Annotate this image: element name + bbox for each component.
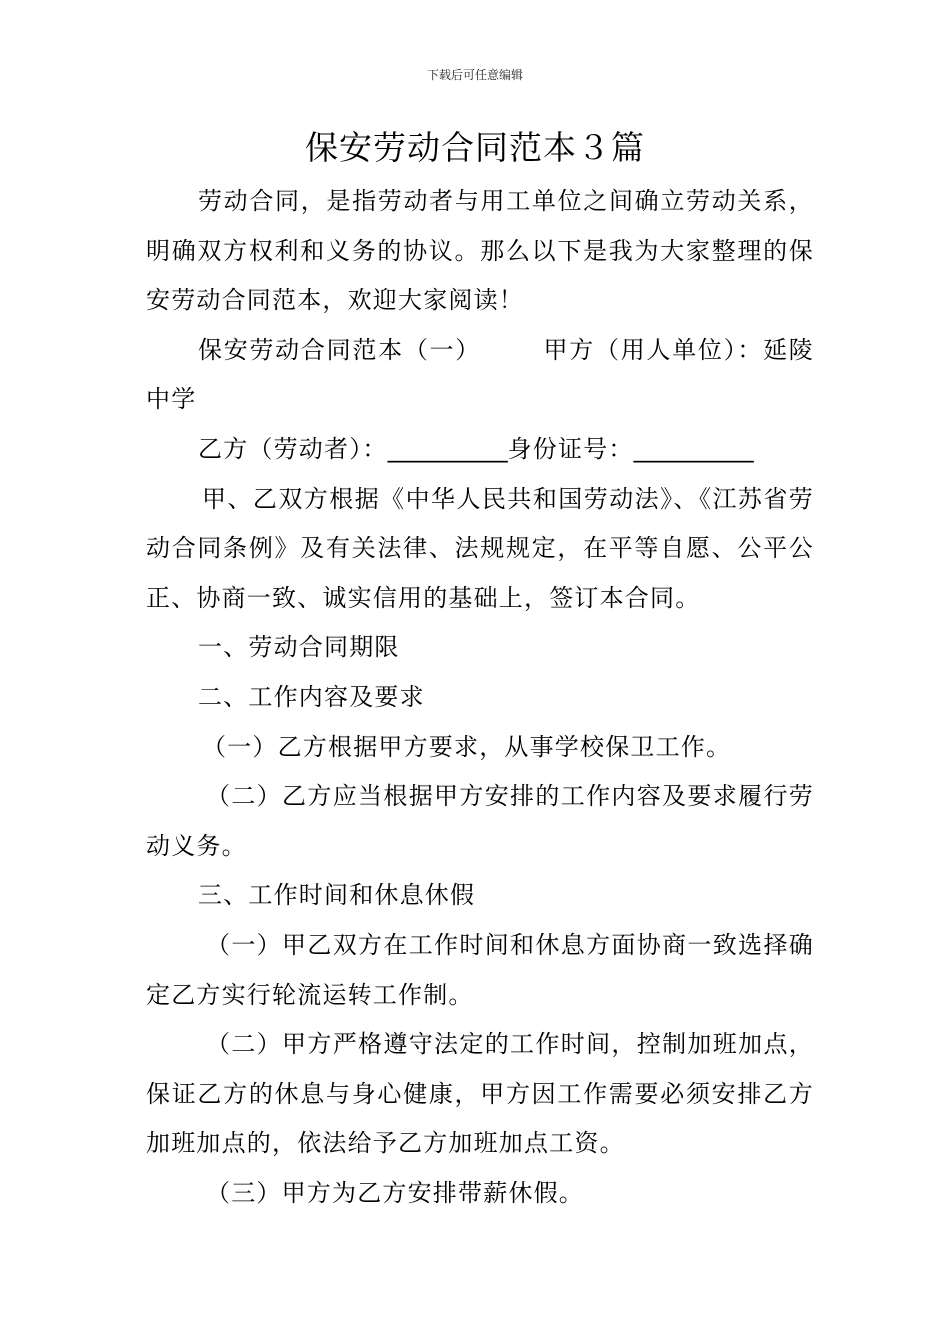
section-one-label: 保安劳动合同范本（一） [198, 335, 481, 364]
item-work-1: （一）乙方根据甲方要求，从事学校保卫工作。 [202, 732, 732, 761]
section-one-paragraph [146, 326, 814, 425]
document-body [146, 177, 814, 1218]
item-time-3: （三）甲方为乙方安排带薪休假。 [206, 1178, 584, 1207]
party-b-paragraph [146, 425, 814, 475]
item-work-2: （二）乙方应当根据甲方安排的工作内容及要求履行劳动义务。 [146, 782, 814, 860]
heading-work-content: 二、工作内容及要求 [198, 682, 425, 711]
header-note: 下载后可任意编辑 [426, 68, 523, 82]
heading-term: 一、劳动合同期限 [198, 633, 400, 662]
item-time-1: （一）甲乙双方在工作时间和休息方面协商一致选择确定乙方实行轮流运转工作制。 [146, 930, 814, 1009]
intro-paragraph: 劳动合同，是指劳动者与用工单位之间确立劳动关系，明确双方权利和义务的协议。那么以下是我为大家整理的保安劳动合同范本，欢迎大家阅读！ [146, 187, 814, 315]
party-b-label: 乙方（劳动者）： [198, 434, 388, 463]
heading-work-time: 三、工作时间和休息休假 [198, 881, 476, 910]
item-time-2: （二）甲方严格遵守法定的工作时间，控制加班加点，保证乙方的休息与身心健康，甲方因工作需要必须安排乙方加班加点的，依法给予乙方加班加点工资。 [146, 1030, 814, 1158]
id-label: 身份证号： [507, 434, 634, 463]
party-a-line: 甲方（用人单位）：延陵中学 [146, 335, 814, 414]
party-b-blank: __________ [387, 434, 508, 463]
basis-paragraph: 甲、乙双方根据《中华人民共和国劳动法》、《江苏省劳动合同条例》及有关法律、法规规定，在平等自愿、公平公正、协商一致、诚实信用的基础上，签订本合同。 [146, 484, 814, 612]
document-title: 保安劳动合同范本３篇 [305, 128, 645, 167]
id-blank: __________ [633, 434, 754, 463]
